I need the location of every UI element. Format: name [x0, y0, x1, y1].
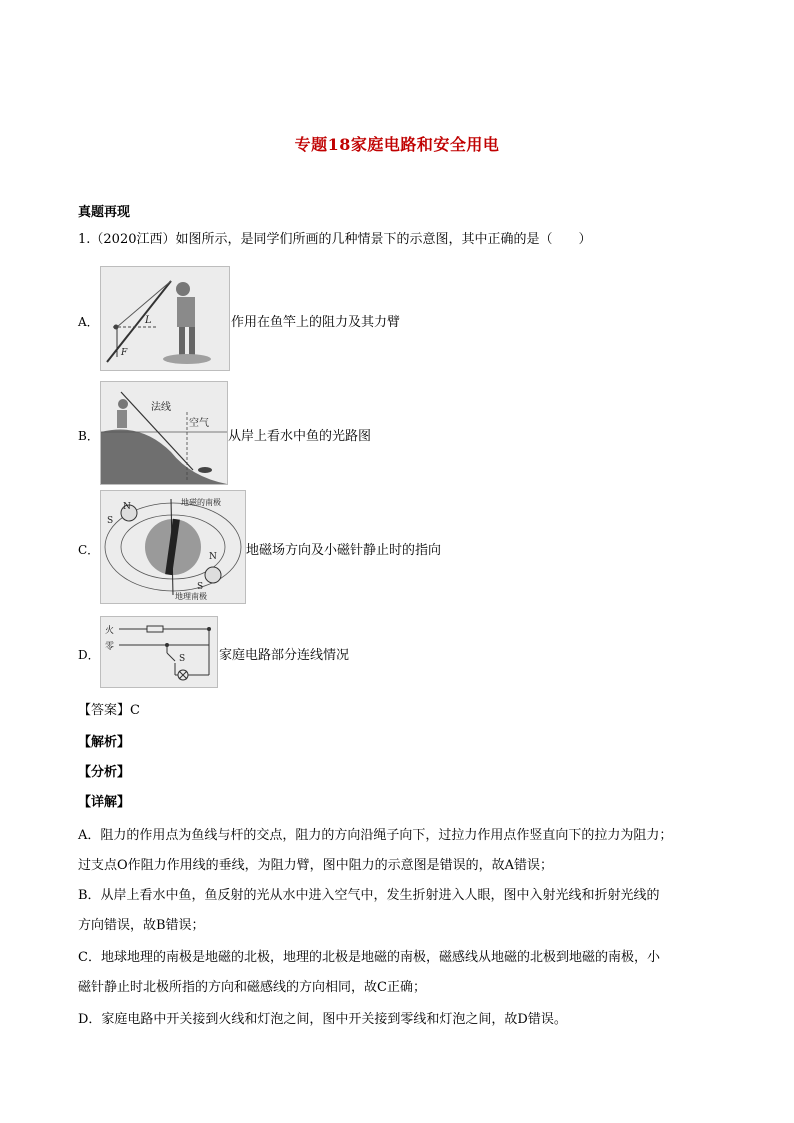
explanation-line-4: 方向错误，故B错误； [78, 918, 205, 933]
fenxi-heading: 【分析】 [78, 765, 131, 780]
option-d-fig-label-neutral: 零 [105, 642, 115, 652]
explanation-line-1: A．阻力的作用点为鱼线与杆的交点，阻力的方向沿绳子向下，过拉力作用点作竖直向下的拉力为阻力； [78, 828, 673, 843]
option-c-fig-label-geo-south: 地理南极 [175, 592, 207, 601]
option-b-fig-label-normal: 法线 [151, 402, 171, 413]
option-a-caption: 作用在鱼竿上的阻力及其力臂 [231, 315, 401, 330]
explanation-line-7: D．家庭电路中开关接到火线和灯泡之间，图中开关接到零线和灯泡之间，故D错误。 [78, 1012, 567, 1027]
analysis-heading: 【解析】 [78, 735, 131, 750]
section-heading: 真题再现 [78, 205, 131, 220]
option-c-figure [100, 490, 246, 604]
option-d-fig-label-live: 火 [105, 626, 115, 636]
option-a-fig-label-l: L [145, 315, 152, 326]
option-b-label: B． [78, 429, 99, 443]
option-d-figure [100, 616, 218, 688]
option-d-caption: 家庭电路部分连线情况 [219, 648, 350, 663]
answer-line: 【答案】C [78, 703, 140, 718]
option-c-label: C． [78, 543, 100, 557]
option-b-caption: 从岸上看水中鱼的光路图 [228, 429, 372, 444]
option-a-figure [100, 266, 230, 371]
explanation-line-2: 过支点O作阻力作用线的垂线，为阻力臂，图中阻力的示意图是错误的，故A错误； [78, 858, 554, 873]
explanation-line-6: 磁针静止时北极所指的方向和磁感线的方向相同，故C正确； [78, 980, 426, 995]
question-stem: 1.（2020江西）如图所示，是同学们所画的几种情景下的示意图，其中正确的是（ ） [78, 232, 592, 247]
detail-heading: 【详解】 [78, 795, 131, 810]
option-c-fig-label-s2: S [197, 582, 204, 592]
explanation-line-3: B．从岸上看水中鱼，鱼反射的光从水中进入空气中，发生折射进入人眼，图中入射光线和折射光线的 [78, 888, 660, 903]
option-b-fig-label-air: 空气 [189, 418, 209, 429]
option-c-caption: 地磁场方向及小磁针静止时的指向 [246, 543, 442, 558]
option-c-fig-label-n1: N [123, 502, 131, 512]
option-c-fig-label-mag-south: 地磁的南极 [181, 498, 221, 507]
option-d-label: D． [78, 648, 100, 662]
option-a-fig-label-f: F [121, 348, 128, 358]
option-a-label: A． [78, 315, 99, 329]
explanation-line-5: C．地球地理的南极是地磁的北极，地理的北极是地磁的南极，磁感线从地磁的北极到地磁的南极，小 [78, 950, 660, 965]
option-c-fig-label-n2: N [209, 552, 217, 562]
option-c-fig-label-s1: S [107, 516, 114, 526]
option-d-fig-label-switch: S [179, 654, 186, 664]
option-b-figure [100, 381, 228, 485]
page-title: 专题18家庭电路和安全用电 [294, 135, 500, 154]
